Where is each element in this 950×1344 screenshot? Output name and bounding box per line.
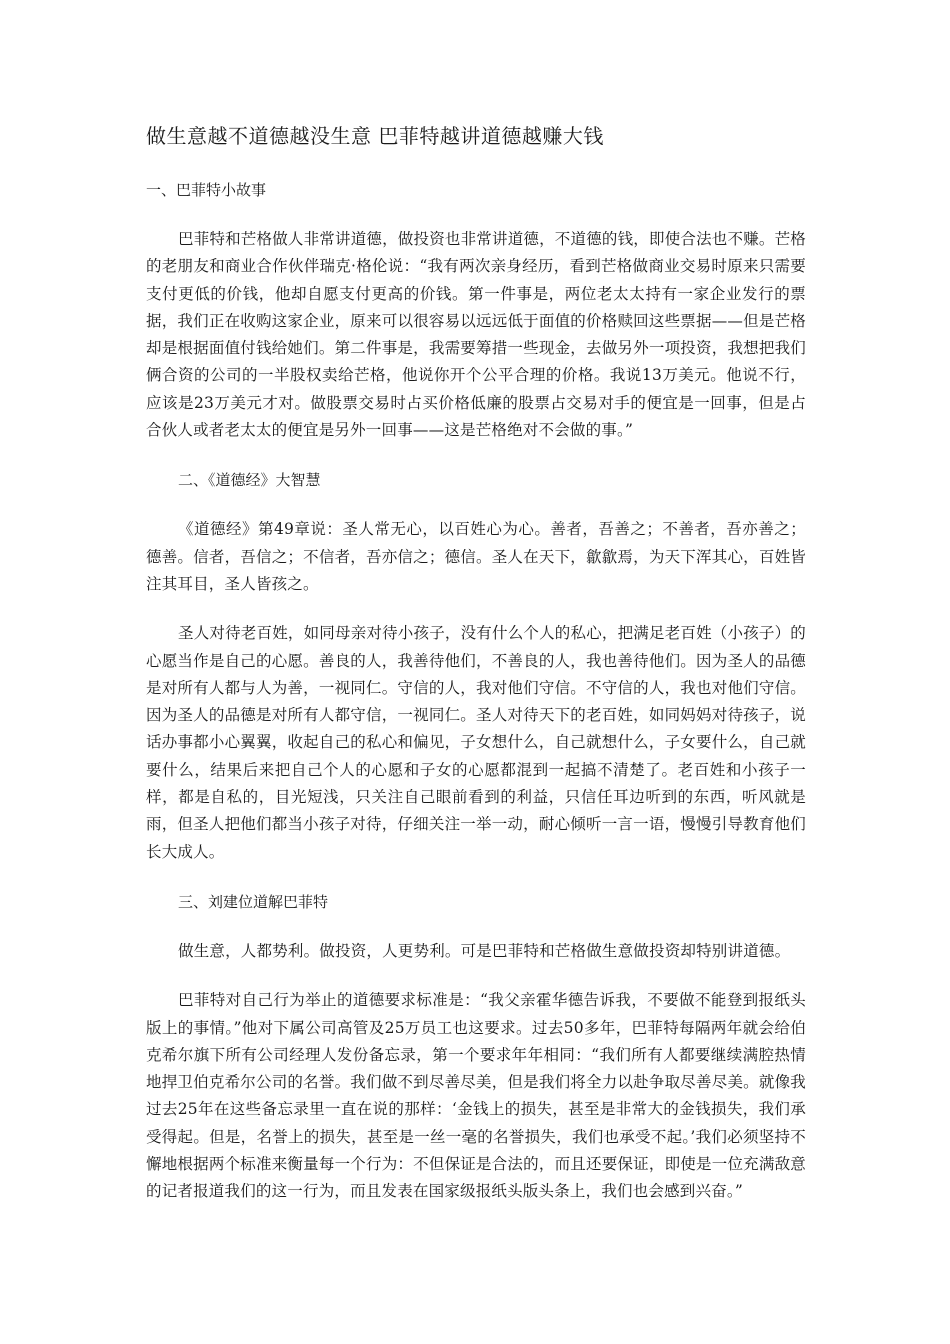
section-heading-2: 二、《道德经》大智慧 [178, 471, 321, 490]
document-title: 做生意越不道德越没生意 巴菲特越讲道德越赚大钱 [146, 124, 604, 148]
section1-paragraph-1: 巴菲特和芒格做人非常讲道德，做投资也非常讲道德，不道德的钱，即使合法也不赚。芒格的老朋友和商业合作伙伴瑞克·格伦说：“我有两次亲身经历，看到芒格做商业交易时原来只需要支付更低的价钱，他却自愿支付更高的价钱。第一件事是，两位老太太持有一家企业发行的票据，我们正在收购这家企业，原来可以很容易以远远低于面值的价格赎回这些票据——但是芒格却是根据面值付钱给她们。第二件事是，我需要筹措一些现金，去做另外一项投资，我想把我们俩合资的公司的一半股权卖给芒格，他说你开个公平合理的价格。我说13万美元。他说不行，应该是23万美元才对。做股票交易时占买价格低廉的股票占交易对手的便宜是一回事，但是占合伙人或者老太太的便宜是另外一回事——这是芒格绝对不会做的事。” [146, 230, 807, 440]
section2-paragraph-2: 圣人对待老百姓，如同母亲对待小孩子，没有什么个人的私心，把满足老百姓（小孩子）的心愿当作是自己的心愿。善良的人，我善待他们，不善良的人，我也善待他们。因为圣人的品德是对所有人都与人为善，一视同仁。守信的人，我对他们守信。不守信的人，我也对他们守信。因为圣人的品德是对所有人都守信，一视同仁。圣人对待天下的老百姓，如同妈妈对待孩子，说话办事都小心翼翼，收起自己的私心和偏见，子女想什么，自己就想什么，子女要什么，自己就要什么，结果后来把自己个人的心愿和子女的心愿都混到一起搞不清楚了。老百姓和小孩子一样，都是自私的，目光短浅，只关注自己眼前看到的利益，只信任耳边听到的东西，听风就是雨，但圣人把他们都当小孩子对待，仔细关注一举一动，耐心倾听一言一语，慢慢引导教育他们长大成人。 [146, 624, 807, 861]
document-page [146, 118, 806, 1228]
section2-paragraph-1: 《道德经》第49章说：圣人常无心，以百姓心为心。善者，吾善之；不善者，吾亦善之；德善。信者，吾信之；不信者，吾亦信之；德信。圣人在天下，歙歙焉，为天下浑其心，百姓皆注其耳目，圣人皆孩之。 [146, 520, 806, 593]
section3-paragraph-2: 巴菲特对自己行为举止的道德要求标准是：“我父亲霍华德告诉我，不要做不能登到报纸头版上的事情。”他对下属公司高管及25万员工也这要求。过去50多年，巴菲特每隔两年就会给伯克希尔旗下所有公司经理人发份备忘录，第一个要求年年相同：“我们所有人都要继续满腔热情地捍卫伯克希尔公司的名誉。我们做不到尽善尽美，但是我们将全力以赴争取尽善尽美。就像我过去25年在这些备忘录里一直在说的那样：‘金钱上的损失，甚至是非常大的金钱损失，我们承受得起。但是，名誉上的损失，甚至是一丝一毫的名誉损失，我们也承受不起。’我们必须坚持不懈地根据两个标准来衡量每一个行为：不但保证是合法的，而且还要保证，即使是一位充满敌意的记者报道我们的这一行为，而且发表在国家级报纸头版头条上，我们也会感到兴奋。” [146, 991, 806, 1201]
section-heading-3: 三、刘建位道解巴菲特 [178, 892, 329, 911]
section-heading-1: 一、巴菲特小故事 [146, 181, 267, 199]
section3-paragraph-1: 做生意，人都势利。做投资，人更势利。可是巴菲特和芒格做生意做投资却特别讲道德。 [178, 941, 791, 960]
